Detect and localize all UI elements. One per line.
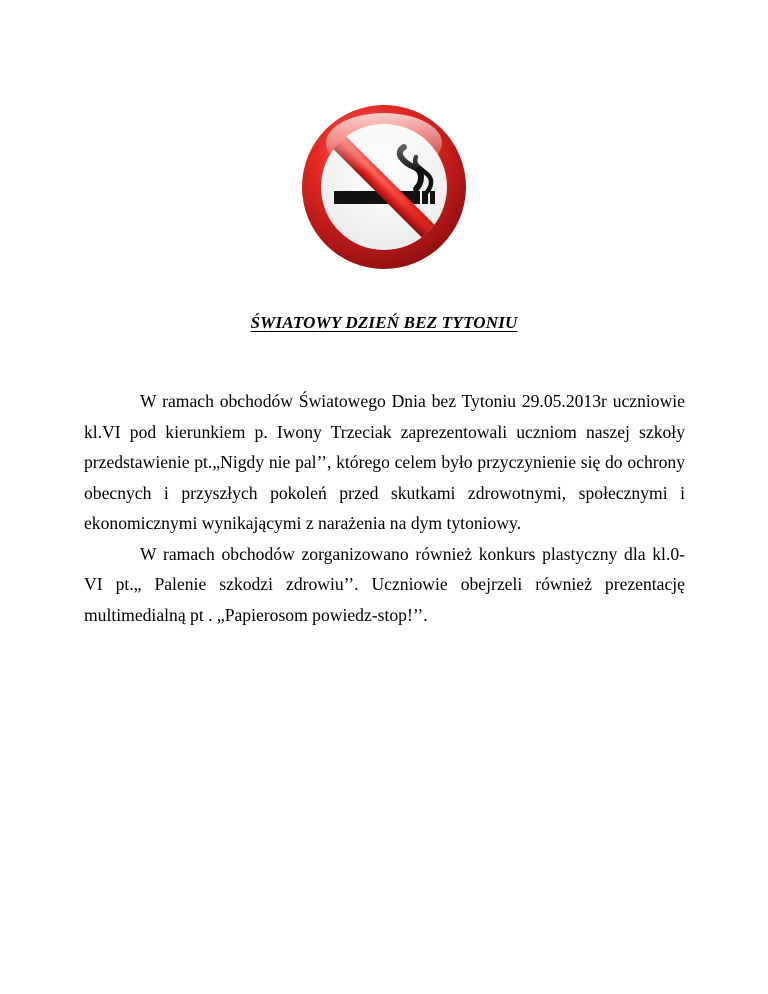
paragraph: W ramach obchodów Światowego Dnia bez Tytoniu 29.05.2013r uczniowie kl.VI pod kierunkiem p. Iwony Trzeciak zaprezentowali uczniom naszej szkoły przedstawienie pt.„Nigdy nie pal’’, którego celem było przyczynienie się do ochrony obecnych i przyszłych pokoleń przed skutkami zdrowotnymi, społecznymi i ekonomicznymi wynikającymi z narażenia na dym tytoniowy. <box>84 391 685 533</box>
no-smoking-icon <box>300 103 468 271</box>
page-title: ŚWIATOWY DZIEŃ BEZ TYTONIU <box>250 313 518 332</box>
document-body <box>84 386 685 630</box>
paragraph: W ramach obchodów zorganizowano również konkurs plastyczny dla kl.0-VI pt.„ Palenie szkodzi zdrowiu’’. Uczniowie obejrzeli również prezentację multimedialną pt . „Papierosom powiedz-stop!’’. <box>84 543 685 625</box>
